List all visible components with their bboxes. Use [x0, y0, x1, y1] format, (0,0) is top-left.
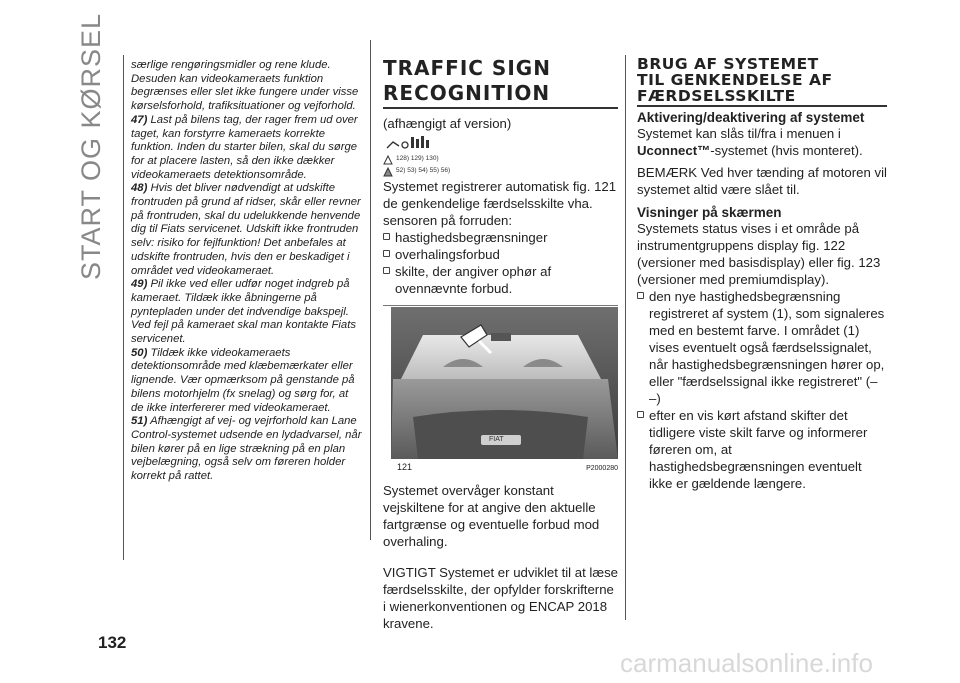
section-heading-line1: TRAFFIC SIGN [383, 56, 551, 80]
footnote-paragraph: 49) Pil ikke ved eller udfør noget indgreb på kameraet. Tildæk ikke åbningerne på pyntepladen under det indvendige bakspejl. Ved fejl på kameraet skal man kontakte Fiats servicenet. [131, 278, 356, 346]
section-side-title [76, 12, 116, 280]
paragraph-important: VIGTIGT Systemet er udviklet til at læse færdselsskilte, der opfylder forskrifterne i wienerkonventionen og ENCAP 2018 kravene. [383, 565, 619, 631]
watermark-url: carmanualsonline.info [620, 648, 873, 678]
bullet-square-icon [637, 292, 644, 299]
warning-triangle-icon [383, 167, 393, 177]
paragraph-activation: Systemet kan slås til/fra i menuen i Uconnect™-systemet (hvis monteret). [637, 126, 863, 158]
footnote-paragraph: 51) Afhængigt af vej- og vejrforhold kan Lane Control-systemet udsende en lydadvarsel, når bilen kører på en lige strækning på en plan vejbelægning, også selv om føreren holder korrekt på rattet. [131, 415, 362, 483]
paragraph-display: Systemets status vises i et område på instrumentgruppens display fig. 122 (versioner med basisdisplay) eller fig. 123 (versioner med premiumdisplay). [637, 221, 881, 287]
bullet-square-icon [383, 267, 390, 274]
col2-right-rule [625, 55, 626, 620]
figure-code: P2000280 [586, 465, 618, 472]
paragraph-monitoring: Systemet overvåger konstant vejskiltene for at angive den aktuelle fartgrænse og eventuelle forbud mod overhaling. [383, 483, 600, 549]
footnotes-column [131, 59, 363, 484]
footnote-paragraph: 47) Last på bilens tag, der rager frem ud over taget, kan forstyrre kameraets korrekte funktion. Inden du starter bilen, skal du sørge for at placere lasten, så den ikke dækker videokameraets detektionsområde. [131, 113, 358, 181]
bullet-item: efter en vis kørt afstand skifter det tidligere viste skilt farve og informerer føreren om, at hastighedsbegrænsningen eventuelt ikke er gældende længere. [637, 407, 887, 492]
warning-triangle-icon [383, 155, 393, 165]
col1-right-rule [370, 40, 371, 540]
bullet-square-icon [637, 411, 644, 418]
bullet-square-icon [383, 233, 390, 240]
page-number: 132 [98, 633, 127, 652]
footnote-paragraph: særlige rengøringsmidler og rene klude. Desuden kan videokameraets funktion begrænses eller slet ikke fungere under visse kørselsforhold, trafiksituationer og vejforhold. [131, 59, 359, 113]
subheading-display: Visninger på skærmen [637, 205, 782, 220]
bullet-square-icon [383, 250, 390, 257]
bullet-item: hastighedsbegrænsninger [383, 229, 618, 246]
bullet-item: skilte, der angiver ophør af ovennævnte forbud. [383, 263, 618, 297]
version-note: (afhængigt af version) [383, 116, 512, 131]
intro-paragraph: Systemet registrerer automatisk fig. 121 de genkendelige færdselsskilte vha. sensoren på forruden: [383, 179, 617, 228]
note-icons [383, 134, 618, 176]
note-refs-2: 52) 53) 54) 55) 56) [396, 167, 451, 174]
system-use-column [637, 56, 887, 492]
traffic-sign-column [383, 56, 618, 632]
section-heading-line1: BRUG AF SYSTEMET [637, 55, 819, 73]
heading-underline [637, 105, 887, 107]
car-brand-badge: FIAT [489, 436, 504, 443]
bullet-item: overhalingsforbud [383, 246, 618, 263]
figure-121 [383, 305, 618, 474]
subheading-activation: Aktivering/deaktivering af systemet [637, 110, 865, 125]
note-refs-1: 128) 129) 130) [396, 155, 439, 162]
section-heading-line3: FÆRDSELSSKILTE [637, 87, 796, 105]
paragraph-note: BEMÆRK Ved hver tænding af motoren vil systemet altid være slået til. [637, 165, 887, 197]
footnote-paragraph: 48) Hvis det bliver nødvendigt at udskifte frontruden på grund af ridser, skår eller revner på frontruden, skal du udelukkende henvende dig til Fiats servicenet. Udskift ikke frontruden selv: risiko for fejlfunktion! Det anbefales at udskifte frontruden, hvis den er beskadiget i området ved videokameraet. [131, 182, 361, 277]
section-heading-line2: TIL GENKENDELSE AF [637, 71, 833, 89]
figure-label: 121 [397, 462, 413, 472]
bullet-item: den nye hastighedsbegrænsning registreret af system (1), som signaleres med en bestemt farve. I området (1) vises eventuelt også færdselssignalet, når hastighedsbegrænsningen hører op, eller "færdselssignal ikke registreret" (– –) [637, 288, 887, 407]
section-heading-line2: RECOGNITION [383, 81, 551, 105]
heading-underline [383, 107, 618, 109]
left-margin-rule [123, 55, 124, 560]
vehicle-sign-icon [383, 134, 443, 154]
section-side-title-text: START OG KØRSEL [76, 12, 106, 280]
footnote-paragraph: 50) Tildæk ikke videokameraets detektionsområde med klæbemærkater eller lignende. Vær opmærksom på genstande på bilens motorhjelm (fx snelag) og sørg for, at de ikke interfererer med videokameraet. [131, 346, 355, 414]
